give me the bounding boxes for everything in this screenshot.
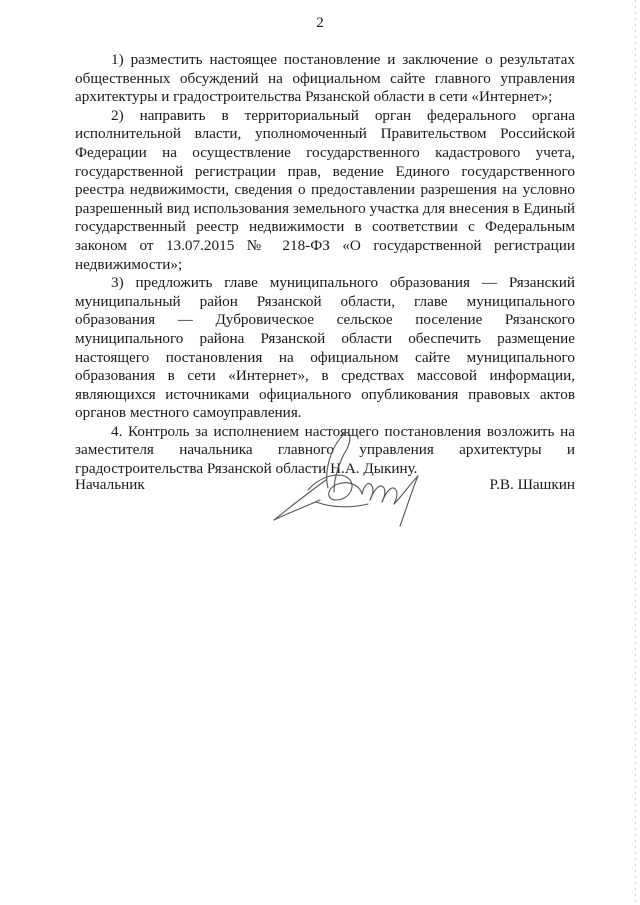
- paragraph-2: 2) направить в территориальный орган федерального органа исполнительной власти, уполномоченный Правительством Российской Федерации на осуществление государственного кадастрового учета, государственной регистрации прав, ведение Единого государственного реестра недвижимости, сведения о предоставлении разрешения на условно разрешенный вид использования земельного участка для внесения в Единый государственный реестр недвижимости в соответствии с Федеральным законом от 13.07.2015 № 218-ФЗ «О государственной регистрации недвижимости»;: [75, 106, 575, 273]
- signature-block: [75, 476, 575, 496]
- page-number: 2: [316, 15, 324, 31]
- document-body: [75, 51, 575, 479]
- paragraph-3: 3) предложить главе муниципального образования — Рязанский муниципальный район Рязанской области, главе муниципального образования — Дубровическое сельское поселение Рязанского муниципального района Рязанской области обеспечить размещение настоящего постановления на официальном сайте муниципального образования в сети «Интернет», в средствах массовой информации, являющихся источниками официального опубликования правовых актов органов местного самоуправления.: [75, 274, 575, 422]
- signer-name: Р.В. Шашкин: [489, 476, 575, 493]
- signer-title: Начальник: [75, 476, 145, 493]
- scan-edge-line: [635, 0, 636, 905]
- paragraph-4: 4. Контроль за исполнением настоящего постановления возложить на заместителя начальника главного управления архитектуры и градостроительства Рязанской области Н.А. Дыкину.: [75, 422, 575, 478]
- paragraph-1: 1) разместить настоящее постановление и заключение о результатах общественных обсуждений на официальном сайте главного управления архитектуры и градостроительства Рязанской области в сети «Интернет»;: [75, 51, 575, 106]
